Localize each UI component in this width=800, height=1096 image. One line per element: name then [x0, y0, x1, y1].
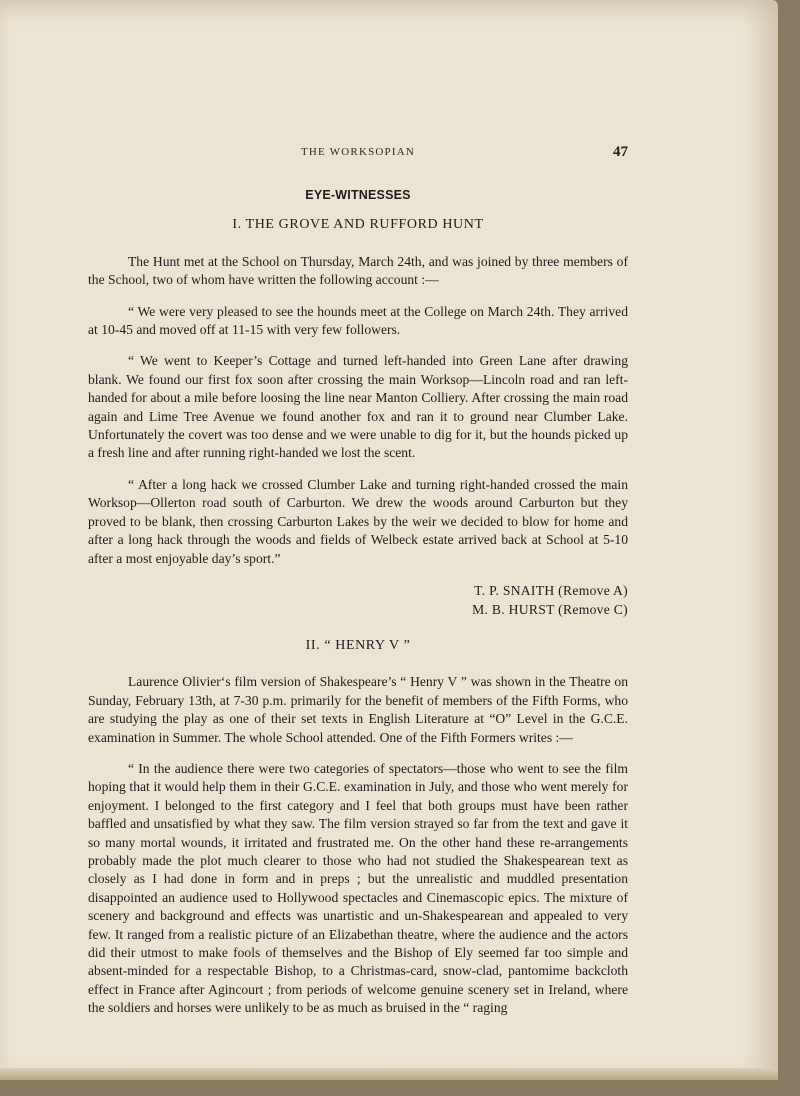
- paragraph: “ We were very pleased to see the hounds meet at the College on March 24th. They arrived at 10-45 and moved off at 11-15 with very few followers.: [88, 303, 628, 338]
- running-title: THE WORKSOPIAN: [300, 146, 416, 158]
- signature: T. P. SNAITH (Remove A): [474, 582, 628, 598]
- page-number: 47: [613, 144, 628, 160]
- paragraph: The Hunt met at the School on Thursday, March 24th, and was joined by three members of the School, two of whom have written the following account :—: [88, 253, 628, 288]
- signature-block: [88, 581, 628, 619]
- paragraph: “ After a long hack we crossed Clumber Lake and turning right-handed crossed the main Worksop—Ollerton road south of Carburton. We drew the woods around Carburton but they proved to be blank, then crossing Carburton Lakes by the weir we decided to blow for home and after a long hack through the woods and fields of Welbeck estate arrived back at School at 5-10 after a most enjoyable day’s sport.”: [88, 476, 628, 566]
- article-title: EYE-WITNESSES: [305, 188, 411, 202]
- paragraph: Laurence Olivier‘s film version of Shakespeare’s “ Henry V ” was shown in the Theatre on Sunday, February 13th, at 7-30 p.m. primarily for the benefit of members of the Fifth Forms, who are studying the play as one of their set texts in English Literature at “O” Level in the G.C.E. examination in Summer. The whole School attended. One of the Fifth Formers writes :—: [88, 674, 628, 745]
- paragraph: “ We went to Keeper’s Cottage and turned left-handed into Green Lane after drawing blank. We found our first fox soon after crossing the main Worksop—Lincoln road and ran left-handed for about a mile before loosing the line near Manton Colliery. After crossing the main road again and Lime Tree Avenue we found another fox and ran it to ground near Clumber Lake. Unfortunately the covert was too dense and we were unable to dig for it, but the hounds picked up a fresh line and after running right-handed we lost the scent.: [88, 353, 628, 461]
- paragraph: “ In the audience there were two categories of spectators—those who went to see the film hoping that it would help them in their G.C.E. examination in July, and those who went merely for enjoyment. I belonged to the first category and I feel that both groups must have been rather baffled and unsatisfied by what they saw. The film version strayed so far from the text and gave it so many mortal wounds, it irritated and frustrated me. On the other hand these re-arrangements probably made the plot much clearer to those who had not studied the Shakespearean text as closely as I had done in form and in preps ; but the unrealistic and muddled presentation disappointed an audience used to Hollywood spectacles and Cinemascopic epics. The mixture of scenery and background and effects was unartistic and un-Shakespearean and appealed to very few. It ranged from a realistic picture of an Elizabethan theatre, where the audience and the actors did their utmost to make fools of themselves and the Bishop of Ely seemed far too simple and absent-minded for a respectable Bishop, to a Christmas-card, snow-clad, pantomime backcloth effect in France after Agincourt ; from periods of welcome genuine scenery set in Ireland, where the soldiers and horses were unlikely to be as much as bruised in the “ raging: [88, 760, 628, 1016]
- page-header: [88, 144, 628, 164]
- page-bottom-edge: [0, 1068, 778, 1080]
- section-title-henry-v: II. “ HENRY V ”: [305, 637, 411, 653]
- section-title-hunt: I. THE GROVE AND RUFFORD HUNT: [232, 217, 484, 233]
- signature: M. B. HURST (Remove C): [472, 601, 628, 617]
- article-body: [88, 186, 628, 1031]
